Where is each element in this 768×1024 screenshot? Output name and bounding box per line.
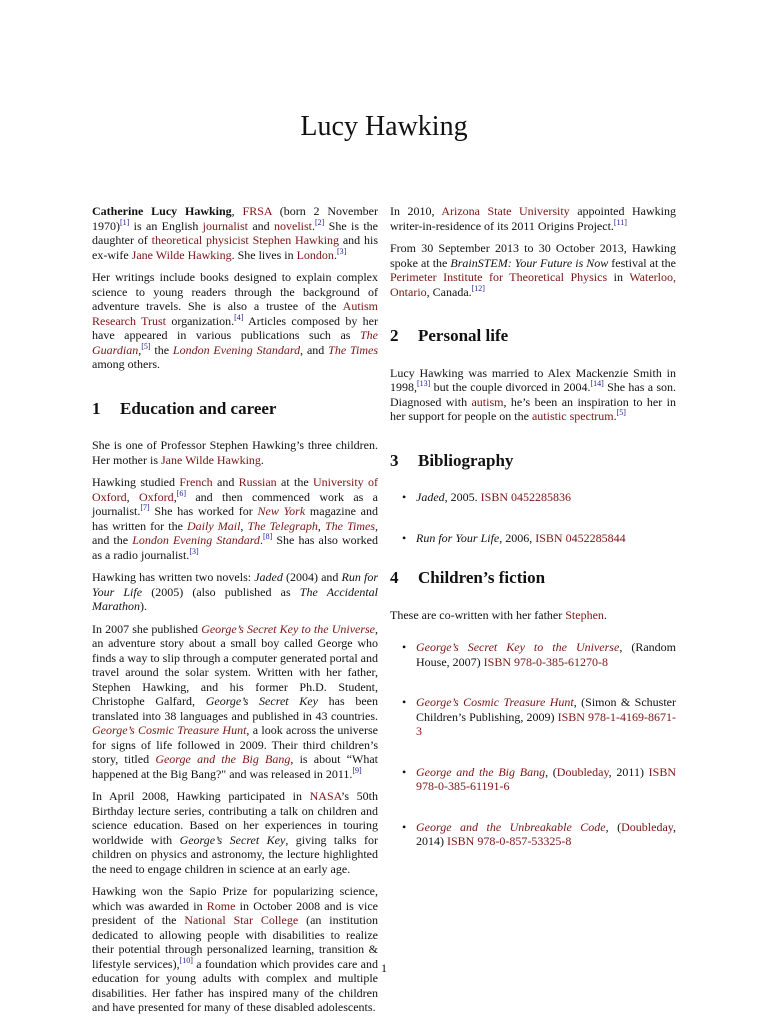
link-book-title[interactable]: George and the Big Bang	[416, 764, 546, 779]
section-heading-bibliography: 3 Bibliography	[390, 450, 514, 470]
ref-5[interactable]: [5]	[141, 341, 151, 351]
list-item: • Run for Your Life, 2006, ISBN 0452285844	[402, 530, 626, 545]
link-book-title[interactable]: George’s Secret Key to the Universe	[416, 640, 620, 654]
education-paragraph-7: In 2010, Arizona State University appointed Hawking writer-in-residence of its 2011 Origins Project.[11]	[390, 204, 677, 233]
list-item: • George and the Unbreakable Code, (Doubleday, 2014) ISBN 978-0-857-53325-8	[402, 819, 676, 848]
link-publisher[interactable]: Doubleday	[556, 764, 609, 779]
link-stephen[interactable]: Stephen	[565, 607, 604, 622]
link-isbn[interactable]: ISBN 978-0-857-53325-8	[447, 834, 572, 848]
link-waterloo-ontario[interactable]: Waterloo, Ontario	[390, 270, 676, 299]
ref-5b[interactable]: [5]	[616, 408, 626, 417]
bullet-icon: •	[402, 640, 407, 654]
intro-paragraph: Catherine Lucy Hawking, FRSA (born 2 November 1970)[1] is an English journalist and novelist.[2] She is the daughter of theoretical physicist Stephen Hawking and his ex-wife Jane Wilde Hawking. She lives in London.[3]	[92, 204, 379, 262]
link-london[interactable]: London	[296, 247, 334, 262]
list-item: • Jaded, 2005. ISBN 0452285836	[402, 490, 571, 504]
link-theoretical-physicist[interactable]: theoretical physicist	[151, 233, 249, 247]
link-book-title[interactable]: George and the Unbreakable Code	[416, 819, 606, 834]
link-publisher[interactable]: Doubleday	[621, 819, 673, 834]
page-number: 1	[381, 961, 387, 975]
link-the-times-2[interactable]: The Times	[324, 518, 376, 533]
link-isbn[interactable]: ISBN 0452285836	[480, 490, 571, 504]
link-french[interactable]: French	[179, 475, 213, 489]
fiction-intro: These are co-written with her father Stephen.	[390, 607, 607, 622]
link-isbn[interactable]: ISBN 978-1-4169-8671-3	[416, 709, 676, 738]
link-evening-standard-2[interactable]: London Evening Standard	[132, 533, 260, 547]
link-university-of-oxford[interactable]: University of Oxford	[92, 475, 378, 504]
link-journalist[interactable]: journalist	[202, 218, 248, 233]
link-book-title[interactable]: George’s Cosmic Treasure Hunt	[416, 695, 574, 709]
ref-14[interactable]: [14]	[590, 379, 604, 388]
ref-2[interactable]: [2]	[315, 217, 325, 227]
education-paragraph-3: Hawking has written two novels: Jaded (2004) and Run for Your Life (2005) (also published as The Accidental Marathon).	[92, 570, 379, 613]
link-the-telegraph[interactable]: The Telegraph	[247, 518, 318, 533]
personal-paragraph: Lucy Hawking was married to Alex Mackenzie Smith in 1998,[13] but the couple divorced in 2004.[14] She has a son. Diagnosed with autism, he’s been an inspiration to her in her support for people on the autistic spectrum.[5]	[390, 365, 676, 423]
page-title: Lucy Hawking	[300, 111, 468, 142]
link-russian[interactable]: Russian	[238, 475, 277, 489]
education-paragraph-2: Hawking studied French and Russian at the University of Oxford, Oxford,[6] and then commenced work as a journalist.[7] She has worked for New York magazine and has written for the Daily Mail, The Telegraph, The Times, and the London Evening Standard.[8] She has also worked as a radio journalist.[3]	[92, 475, 379, 562]
subject-name: Catherine Lucy Hawking	[92, 204, 232, 218]
bullet-icon: •	[402, 695, 407, 709]
link-the-guardian[interactable]: The Guardian	[92, 328, 378, 357]
link-oxford[interactable]: Oxford	[139, 489, 174, 504]
education-paragraph-4: In 2007 she published George’s Secret Key to the Universe, an adventure story about a small boy called George who finds a way to slip through a computer generated portal and travel around the solar system. Written with her father, Stephen Hawking, and his former Ph.D. Student, Christophe Galfard, George’s Secret Key has been translated into 38 languages and published in 43 countries. George’s Cosmic Treasure Hunt, a look across the universe for signs of life followed in 2009. Their third children’s story, titled George and the Big Bang, is about “What happened at the Big Bang?" and was released in 2011.[9]	[92, 621, 379, 781]
link-evening-standard[interactable]: London Evening Standard	[172, 342, 301, 357]
link-novelist[interactable]: novelist	[274, 218, 312, 233]
link-autistic-spectrum[interactable]: autistic spectrum	[531, 409, 614, 423]
right-column	[390, 204, 676, 849]
bullet-icon: •	[402, 490, 407, 504]
link-perimeter-institute[interactable]: Perimeter Institute for Theoretical Physics	[390, 270, 608, 284]
ref-3[interactable]: [3]	[336, 246, 347, 256]
bibliography-list	[390, 490, 676, 545]
link-daily-mail[interactable]: Daily Mail	[187, 518, 241, 533]
ref-4[interactable]: [4]	[234, 312, 244, 322]
education-paragraph-5: In April 2008, Hawking participated in NASA’s 50th Birthday lecture series, contributing a talk on children and science education. Based on her experiences in touring worldwide with George’s Secret Key, giving talks for children on physics and astronomy, the lecture highlighted the need to engage children in science at an early age.	[92, 789, 379, 876]
link-autism-research-trust[interactable]: Autism Research Trust	[92, 299, 378, 328]
education-paragraph-1: She is one of Professor Stephen Hawking’s three children. Her mother is Jane Wilde Hawking.	[92, 438, 378, 467]
list-item: • George and the Big Bang, (Doubleday, 2011) ISBN 978-0-385-61191-6	[402, 764, 676, 793]
link-secret-key[interactable]: George’s Secret Key to the Universe	[201, 621, 376, 636]
ref-10[interactable]: [10]	[179, 955, 193, 965]
link-frsa[interactable]: FRSA	[242, 204, 272, 218]
ref-3b[interactable]: [3]	[189, 546, 199, 556]
link-new-york[interactable]: New York	[257, 504, 306, 518]
link-isbn[interactable]: ISBN 978-0-385-61191-6	[416, 764, 676, 793]
section-heading-childrens-fiction: 4 Children’s fiction	[390, 568, 546, 587]
link-stephen-hawking[interactable]: Stephen Hawking	[252, 233, 340, 247]
link-arizona-state-university[interactable]: Arizona State University	[441, 204, 570, 218]
link-national-star-college[interactable]: National Star College	[184, 913, 299, 927]
section-heading-education: 1 Education and career	[92, 398, 277, 418]
ref-12[interactable]: [12]	[471, 283, 485, 293]
link-cosmic-treasure-hunt[interactable]: George’s Cosmic Treasure Hunt	[92, 723, 247, 737]
bullet-icon: •	[402, 764, 407, 779]
left-column	[92, 204, 378, 1023]
ref-6[interactable]: [6]	[176, 488, 187, 498]
ref-9[interactable]: [9]	[352, 765, 362, 775]
link-isbn[interactable]: ISBN 0452285844	[535, 530, 626, 545]
writings-paragraph: Her writings include books designed to explain complex science to young readers through the background of adventure travels. She is also a trustee of the Autism Research Trust organization.[4] Articles composed by her have appeared in various publications such as The Guardian,[5] the London Evening Standard, and The Times among others.	[92, 270, 379, 371]
link-nasa[interactable]: NASA	[309, 789, 341, 803]
link-isbn[interactable]: ISBN 978-0-385-61270-8	[483, 654, 608, 669]
education-paragraph-8: From 30 September 2013 to 30 October 2013, Hawking spoke at the BrainSTEM: Your Future is Now festival at the Perimeter Institute for Theoretical Physics in Waterloo, Ontario, Canada.[12]	[390, 241, 676, 299]
ref-13[interactable]: [13]	[417, 379, 431, 388]
ref-8[interactable]: [8]	[262, 532, 273, 541]
ref-11[interactable]: [11]	[613, 217, 627, 227]
link-autism[interactable]: autism	[471, 394, 504, 409]
list-item: • George’s Secret Key to the Universe, (Random House, 2007) ISBN 978-0-385-61270-8	[402, 640, 676, 669]
link-big-bang[interactable]: George and the Big Bang	[155, 752, 291, 766]
section-heading-personal-life: 2 Personal life	[390, 326, 509, 345]
fiction-list	[390, 640, 676, 849]
bullet-icon: •	[402, 530, 407, 545]
list-item: • George’s Cosmic Treasure Hunt, (Simon & Schuster Children’s Publishing, 2009) ISBN 978-1-4169-8671-3	[402, 695, 676, 738]
link-rome[interactable]: Rome	[206, 898, 236, 913]
link-the-times[interactable]: The Times	[328, 342, 379, 357]
link-jane-wilde-hawking[interactable]: Jane Wilde Hawking	[131, 247, 232, 262]
ref-1[interactable]: [1]	[120, 217, 130, 227]
bullet-icon: •	[402, 819, 407, 834]
education-paragraph-6: Hawking won the Sapio Prize for popularizing science, which was awarded in Rome in October 2008 and is vice president of the National Star College (an institution dedicated to allowing people with disabilities to realize their potential through personalized learning, transition & lifestyle services),[10] a foundation which provides care and education for young adults with complex and multiple disabilities. Her father has inspired many of the children and have presented for many of these disabled adolescents.	[92, 884, 378, 1014]
ref-7[interactable]: [7]	[140, 503, 150, 512]
link-jane-wilde-hawking-2[interactable]: Jane Wilde Hawking	[160, 452, 261, 467]
